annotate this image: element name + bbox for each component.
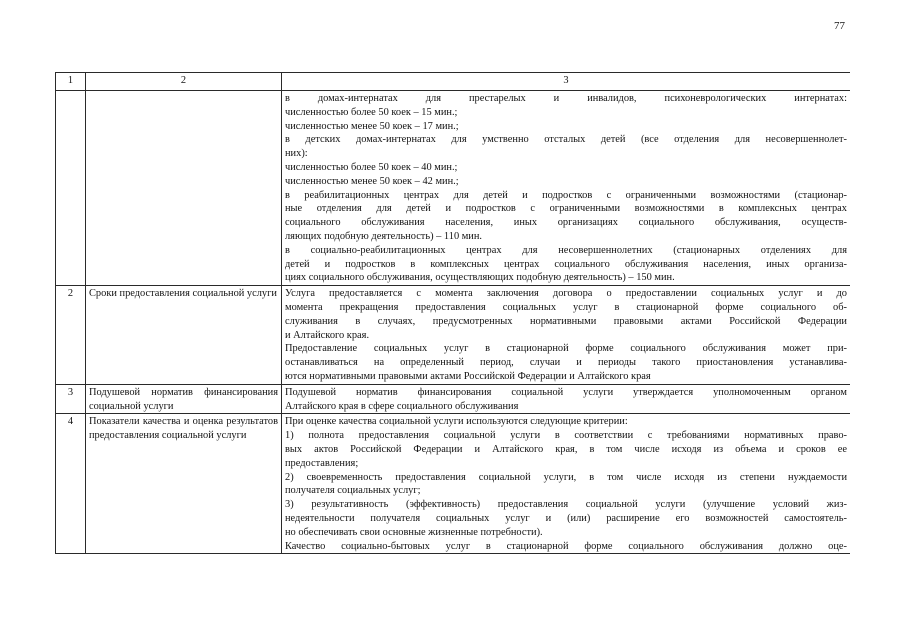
header-col-1: 1 — [56, 73, 86, 91]
continuation-text-cell — [282, 91, 851, 286]
text-line: детей и подростков в комплексных центрах социального обслуживания населения, иных организа- — [285, 258, 847, 270]
row-name-text: Показатели качества и оценка результатов предоставления социальной услуги — [89, 416, 278, 442]
row-name — [86, 384, 282, 414]
row-name-text: Подушевой норматив финансирования социальной услуги — [89, 386, 278, 412]
text-line: Услуга предоставляется с момента заключения договора о предоставлении социальных услуг и до — [285, 288, 847, 300]
text-line: численностью менее 50 коек – 17 мин.; — [285, 120, 459, 132]
header-col-3: 3 — [282, 73, 851, 91]
text-line: служивания в случаях, предусмотренных нормативными правовыми актами Российской Федерации — [285, 315, 847, 327]
continuation-row — [56, 91, 851, 286]
text-line: 2) своевременность предоставления социальной услуги, в том числе исходя из степени нуждаемости — [285, 471, 847, 483]
text-line: При оценке качества социальной услуги используются следующие критерии: — [285, 416, 628, 428]
row-name-text: Сроки предоставления социальной услуги — [89, 288, 277, 300]
text-line: в реабилитационных центрах для детей и подростков с ограниченными возможностями (стационар- — [285, 189, 847, 201]
row-text-cell — [282, 414, 851, 554]
text-line: останавливаться на определенный период, случаи и периоды такого приостановления устанавлива- — [285, 357, 847, 369]
text-line: циях социального обслуживания, осуществляющих подобную деятельность) – 150 мин. — [285, 272, 675, 284]
table-row-2 — [56, 286, 851, 385]
page-number: 77 — [834, 20, 845, 32]
text-line: предоставления; — [285, 457, 359, 469]
table-header-row — [56, 73, 851, 91]
row-number: 4 — [56, 414, 86, 554]
text-line: Подушевой норматив финансирования социальной услуги утверждается уполномоченным органом — [285, 386, 847, 398]
text-line: в социально-реабилитационных центрах для несовершеннолетних (стационарных отделениях для — [285, 244, 847, 256]
row-name — [86, 286, 282, 385]
continuation-num-cell — [56, 91, 86, 286]
text-line: ные отделения для детей и подростков с ограниченными возможностями в комплексных центрах — [285, 203, 847, 215]
text-line: получателя социальных услуг; — [285, 485, 421, 497]
continuation-name-cell — [86, 91, 282, 286]
row-name — [86, 414, 282, 554]
text-line: Алтайского края в сфере социального обслуживания — [285, 400, 519, 412]
row-number: 3 — [56, 384, 86, 414]
text-line: Предоставление социальных услуг в стационарной форме социального обслуживания может при- — [285, 343, 847, 355]
text-line: численностью более 50 коек – 40 мин.; — [285, 161, 458, 173]
header-col-2: 2 — [86, 73, 282, 91]
service-standard-table-container — [55, 72, 850, 640]
text-line: них): — [285, 148, 308, 160]
text-line: и Алтайского края. — [285, 329, 370, 341]
table-row-3 — [56, 384, 851, 414]
table-row-4 — [56, 414, 851, 554]
text-line: численностью менее 50 коек – 42 мин.; — [285, 175, 459, 187]
text-line: в домах-интернатах для престарелых и инвалидов, психоневрологических интернатах: — [285, 93, 847, 104]
text-line: вых актов Российской Федерации и Алтайского края, в том числе исходя из объема и сроков ее — [285, 443, 847, 455]
text-line: ются нормативными правовыми актами Российской Федерации и Алтайского края — [285, 370, 651, 382]
text-line: ляющих подобную деятельность) – 110 мин. — [285, 230, 483, 242]
row-text-cell — [282, 384, 851, 414]
text-line: 1) полнота предоставления социальной услуги в соответствии с требованиями нормативных право- — [285, 430, 847, 442]
row-text-cell — [282, 286, 851, 385]
text-line: недеятельности получателя социальных услуг и (или) расширение его возможностей самостоятель- — [285, 512, 847, 524]
service-standard-table — [55, 72, 850, 554]
text-line: Качество социально-бытовых услуг в стационарной форме социального обслуживания должно оце- — [285, 540, 847, 552]
text-line: 3) результативность (эффективность) предоставления социальной услуги (улучшение условий жиз- — [285, 499, 847, 511]
row-number: 2 — [56, 286, 86, 385]
text-line: численностью более 50 коек – 15 мин.; — [285, 106, 458, 118]
text-line: но обеспечивать свои основные жизненные потребности). — [285, 526, 543, 538]
text-line: момента прекращения предоставления социальных услуг в стационарной форме социального об- — [285, 301, 847, 313]
text-line: социального обслуживания населения, иных организациях социального обслуживания, осуществ- — [285, 217, 847, 229]
text-line: в детских домах-интернатах для умственно отсталых детей (все отделения для несовершеннолет- — [285, 134, 847, 146]
